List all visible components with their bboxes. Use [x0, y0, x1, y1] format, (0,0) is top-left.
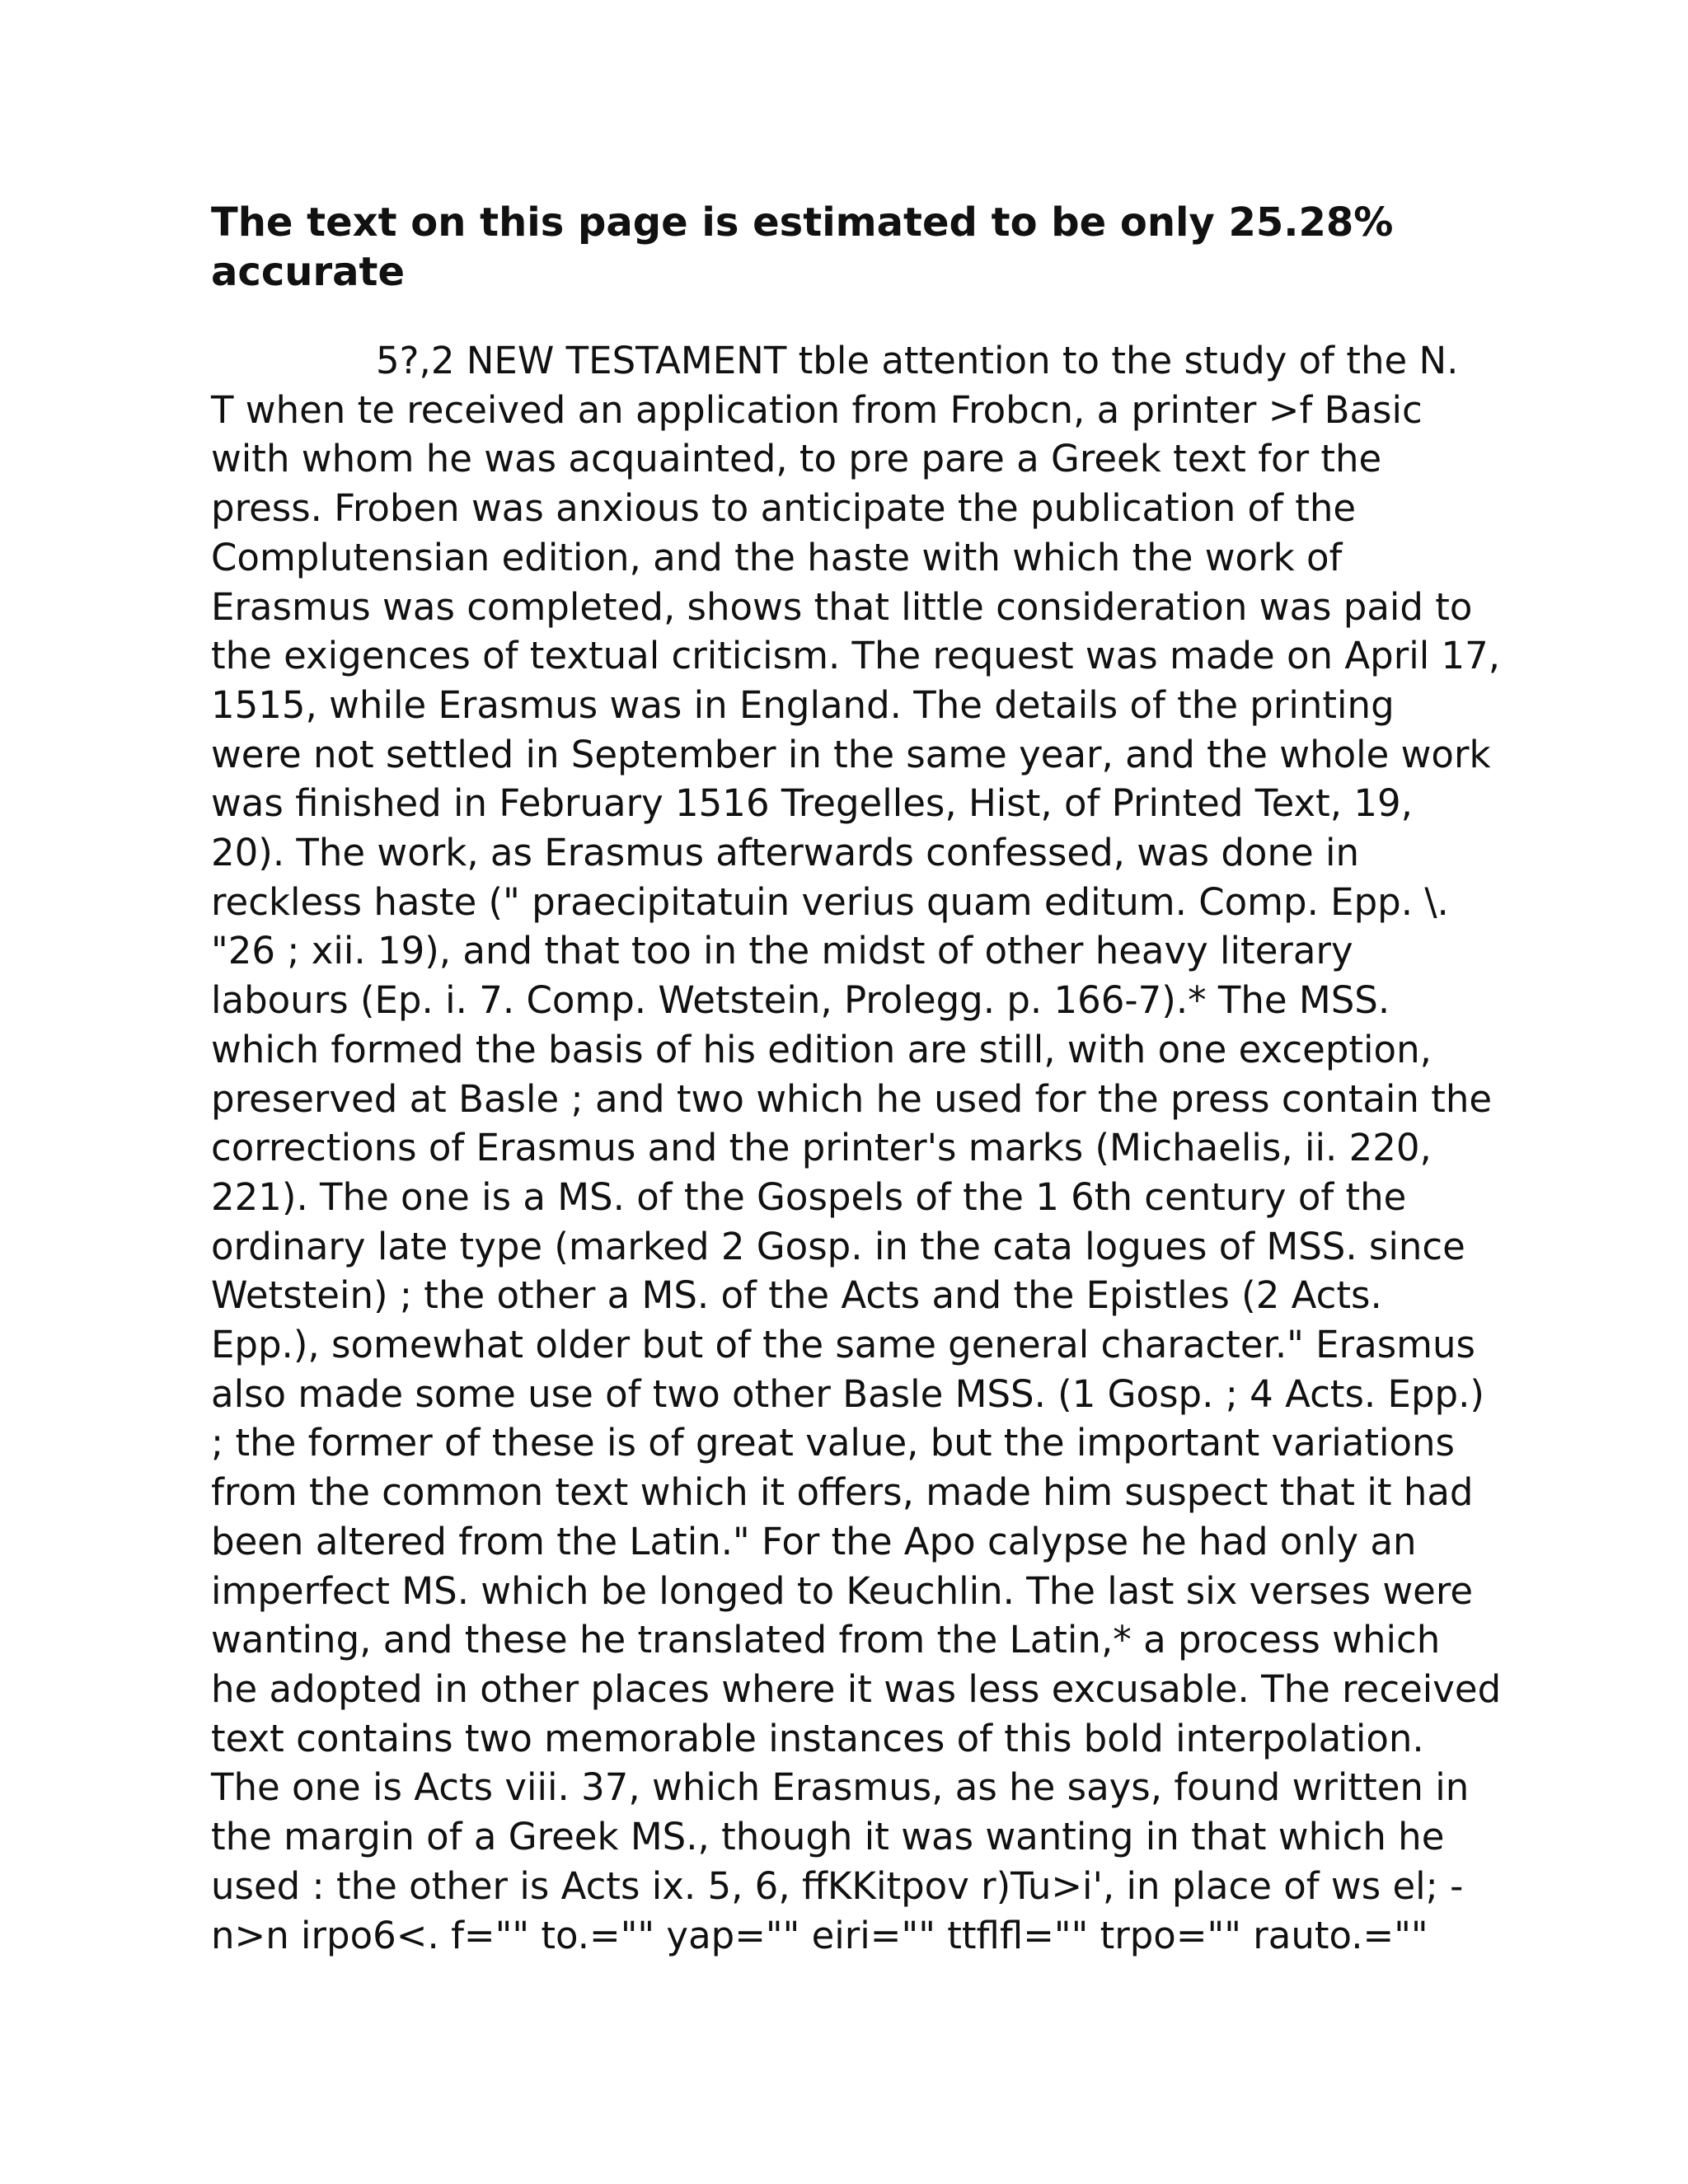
- text-line: ordinary late type (marked 2 Gosp. in the cata logues of MSS. since: [211, 1224, 1465, 1268]
- text-line: Epp.), somewhat older but of the same general character." Erasmus: [211, 1323, 1475, 1367]
- text-line: imperfect MS. which be longed to Keuchlin. The last six verses were: [211, 1568, 1474, 1613]
- document-page: [211, 0, 1502, 2184]
- text-line: with whom he was acquainted, to pre pare a Greek text for the: [211, 437, 1382, 481]
- text-line: press. Froben was anxious to anticipate the publication of the: [211, 486, 1357, 531]
- text-line: labours (Ep. i. 7. Comp. Wetstein, Prolegg. p. 166-7).* The MSS.: [211, 978, 1390, 1023]
- text-line: been altered from the Latin." For the Apo calypse he had only an: [211, 1519, 1417, 1563]
- text-line: text contains two memorable instances of this bold interpolation.: [211, 1716, 1424, 1760]
- text-line: were not settled in September in the same year, and the whole work: [211, 732, 1491, 776]
- text-line: Complutensian edition, and the haste with which the work of: [211, 535, 1343, 579]
- text-line: The one is Acts viii. 37, which Erasmus, as he says, found written in: [211, 1765, 1470, 1810]
- text-line: the margin of a Greek MS., though it was wanting in that which he: [211, 1815, 1445, 1859]
- text-line: corrections of Erasmus and the printer's marks (Michaelis, ii. 220,: [211, 1126, 1432, 1170]
- text-line: n>n irpo6<. f="" to.="" yap="" eiri="" ttflfl="" trpo="" rauto.="": [211, 1913, 1428, 1957]
- text-line: used : the other is Acts ix. 5, 6, ffKKitpov r)Tu>i', in place of ws el; -: [211, 1863, 1464, 1908]
- text-line: the exigences of textual criticism. The request was made on April 17,: [211, 634, 1501, 678]
- text-line: from the common text which it offers, made him suspect that it had: [211, 1470, 1474, 1515]
- text-line: was finished in February 1516 Tregelles, Hist, of Printed Text, 19,: [211, 781, 1413, 826]
- accuracy-heading: The text on this page is estimated to be only 25.28% accurate: [211, 199, 1394, 295]
- text-line: 1515, while Erasmus was in England. The details of the printing: [211, 682, 1395, 727]
- ocr-body-text: [211, 336, 1502, 1960]
- text-line: ; the former of these is of great value, but the important variations: [211, 1421, 1455, 1465]
- text-line: 221). The one is a MS. of the Gospels of the 1 6th century of the: [211, 1174, 1407, 1219]
- text-line: also made some use of two other Basle MSS. (1 Gosp. ; 4 Acts. Epp.): [211, 1371, 1484, 1416]
- text-line: Erasmus was completed, shows that little consideration was paid to: [211, 584, 1473, 629]
- text-line: 5?,2 NEW TESTAMENT tble attention to the study of the N.: [376, 339, 1459, 382]
- text-line: reckless haste (" praecipitatuin verius quam editum. Comp. Epp. \.: [211, 879, 1449, 924]
- text-line: wanting, and these he translated from the Latin,* a process which: [211, 1618, 1441, 1662]
- text-line: he adopted in other places where it was less excusable. The received: [211, 1666, 1502, 1711]
- text-line: which formed the basis of his edition are still, with one exception,: [211, 1027, 1432, 1071]
- text-line: T when te received an application from Frobcn, a printer >f Basic: [211, 387, 1423, 432]
- text-line: preserved at Basle ; and two which he used for the press contain the: [211, 1076, 1493, 1121]
- text-line: Wetstein) ; the other a MS. of the Acts and the Epistles (2 Acts.: [211, 1273, 1382, 1318]
- text-line: 20). The work, as Erasmus afterwards confessed, was done in: [211, 831, 1360, 875]
- text-line: "26 ; xii. 19), and that too in the midst of other heavy literary: [211, 929, 1353, 973]
